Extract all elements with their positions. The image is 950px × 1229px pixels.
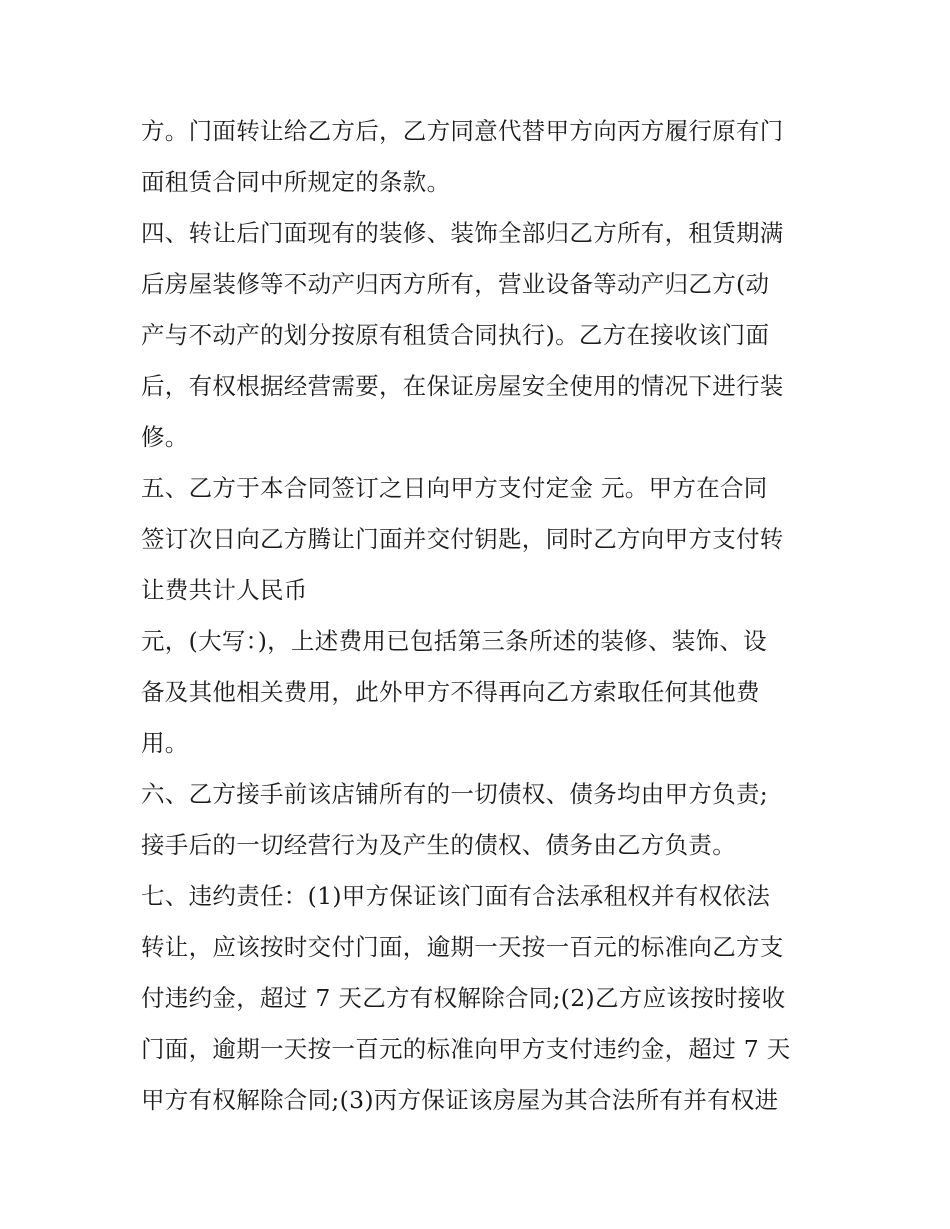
document-body	[141, 106, 831, 1126]
text-line: 门面，逾期一天按一百元的标准向甲方支付违约金，超过 7 天	[141, 1035, 791, 1063]
text-line: 后房屋装修等不动产归丙方所有，营业设备等动产归乙方(动	[141, 270, 770, 298]
text-line: 方。门面转让给乙方后，乙方同意代替甲方向丙方履行原有门	[141, 117, 784, 145]
text-line: 四、转让后门面现有的装修、装饰全部归乙方所有，租赁期满	[141, 219, 784, 247]
text-line: 转让，应该按时交付门面，逾期一天按一百元的标准向乙方支	[141, 933, 784, 961]
text-line: 甲方有权解除合同;(3)丙方保证该房屋为其合法所有并有权进	[141, 1086, 779, 1114]
text-line: 面租赁合同中所规定的条款。	[141, 168, 451, 196]
text-line: 用。	[141, 729, 189, 757]
text-line: 七、违约责任：(1)甲方保证该门面有合法承租权并有权依法	[141, 882, 771, 910]
text-line: 五、乙方于本合同签订之日向甲方支付定金 元。甲方在合同	[141, 474, 768, 502]
text-line: 修。	[141, 423, 189, 451]
text-line: 产与不动产的划分按原有租赁合同执行)。乙方在接收该门面	[141, 321, 770, 349]
text-line: 付违约金，超过 7 天乙方有权解除合同;(2)乙方应该按时接收	[141, 984, 786, 1012]
text-line: 后，有权根据经营需要，在保证房屋安全使用的情况下进行装	[141, 372, 784, 400]
text-line: 接手后的一切经营行为及产生的债权、债务由乙方负责。	[141, 831, 736, 859]
text-line: 元，(大写：)，上述费用已包括第三条所述的装修、装饰、设	[141, 627, 767, 655]
text-line: 签订次日向乙方腾让门面并交付钥匙，同时乙方向甲方支付转	[141, 525, 784, 553]
text-line: 备及其他相关费用，此外甲方不得再向乙方索取任何其他费	[141, 678, 760, 706]
text-line: 让费共计人民币	[141, 576, 308, 604]
text-line: 六、乙方接手前该店铺所有的一切债权、债务均由甲方负责;	[141, 780, 769, 808]
